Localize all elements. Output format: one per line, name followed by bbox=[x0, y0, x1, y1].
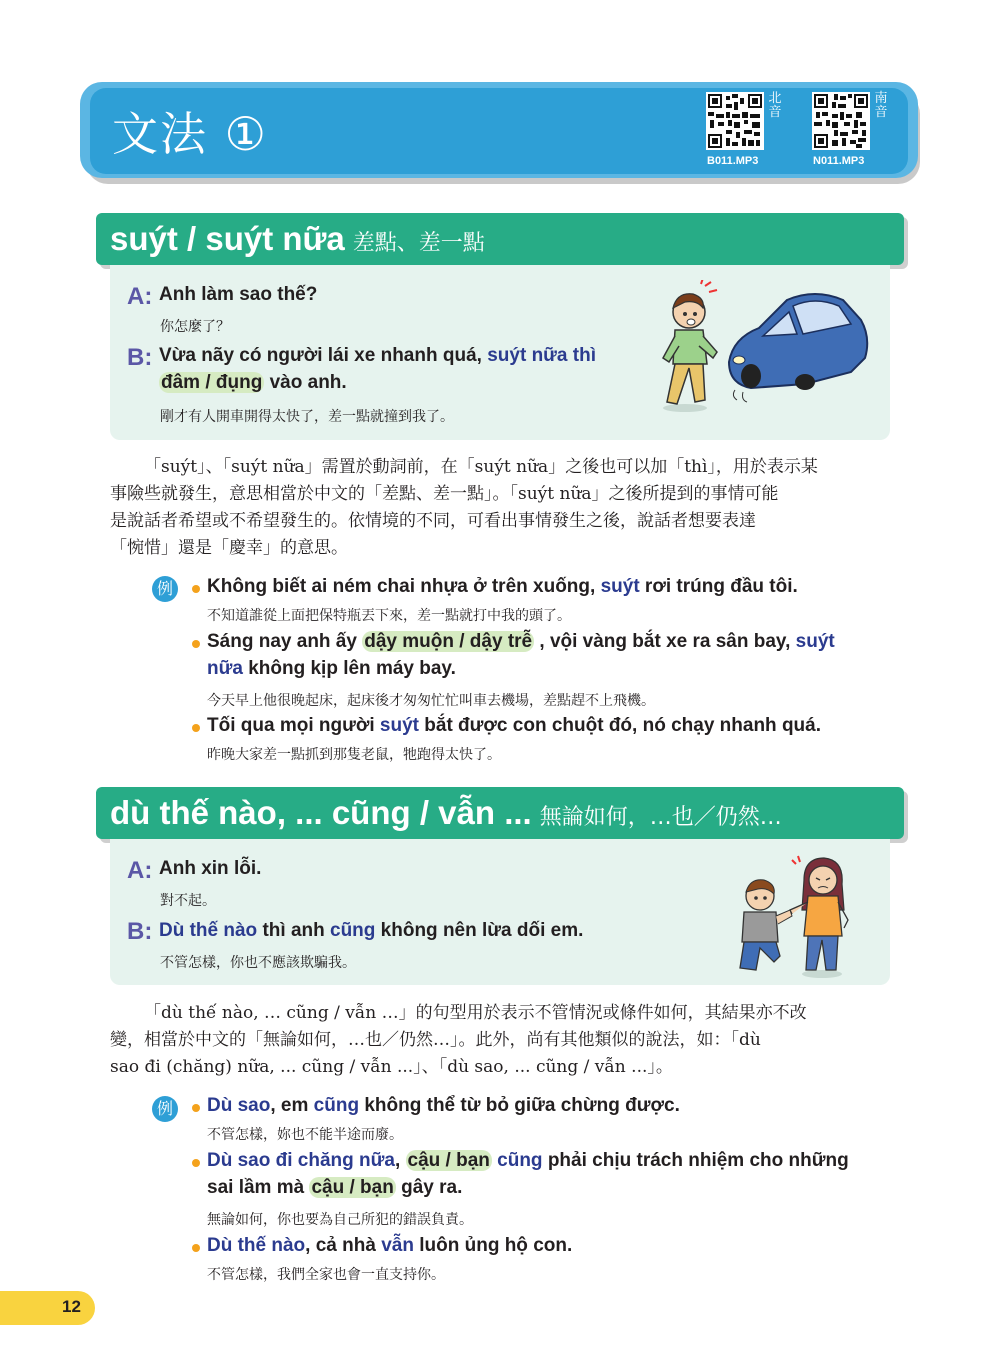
example-zh: 無論如何，你也要為自己所犯的錯誤負責。 bbox=[207, 1212, 473, 1228]
page-title: 文法 ① bbox=[112, 107, 268, 161]
keyword: suýt bbox=[795, 631, 835, 652]
bullet-icon bbox=[192, 724, 200, 732]
qr-code-south[interactable] bbox=[812, 92, 870, 150]
text: luôn ủng hộ con. bbox=[413, 1235, 573, 1256]
paragraph-line: 「惋惜」還是「慶幸」的意思。 bbox=[110, 538, 348, 558]
kneeling-man-icon bbox=[740, 880, 792, 970]
paragraph-line: 「suýt」、「suýt nữa」需置於動詞前，在「suýt nữa」之後也可以加「thì」，用於表示某 bbox=[144, 457, 818, 477]
speaker-b: B: bbox=[127, 918, 153, 945]
example-vi bbox=[207, 1095, 680, 1117]
example-vi bbox=[207, 1150, 849, 1172]
text: rơi trúng đầu tôi. bbox=[639, 576, 798, 597]
bullet-icon bbox=[192, 585, 200, 593]
dialog-a-zh: 你怎麼了？ bbox=[160, 319, 230, 335]
text: , cả nhà bbox=[305, 1235, 382, 1256]
bullet-icon bbox=[192, 640, 200, 648]
qr-file-label-north: B011.MP3 bbox=[707, 155, 759, 167]
qr-file-label-south: N011.MP3 bbox=[813, 155, 865, 167]
example-zh: 不管怎樣，我們全家也會一直支持你。 bbox=[207, 1267, 445, 1283]
speaker-b: B: bbox=[127, 344, 153, 371]
section2-title-zh: 無論如何，…也／仍然… bbox=[539, 805, 782, 830]
keyword: cũng bbox=[313, 1095, 360, 1116]
keyword: Dù sao bbox=[207, 1095, 271, 1116]
keyword: suýt bbox=[379, 715, 419, 736]
keyword: Dù thế nào bbox=[207, 1235, 306, 1256]
section1-title-zh: 差點、差一點 bbox=[352, 231, 485, 256]
keyword: suýt nữa thì bbox=[487, 345, 596, 366]
highlight: đâm / đụng bbox=[161, 372, 263, 393]
example-vi bbox=[207, 1235, 572, 1257]
bullet-icon bbox=[192, 1159, 200, 1167]
blue-car-icon bbox=[729, 294, 867, 402]
bullet-icon bbox=[192, 1104, 200, 1112]
text: Không biết ai ném chai nhựa ở trên xuống, bbox=[207, 576, 601, 597]
text: thì anh bbox=[257, 920, 330, 941]
dialog-a-vi: Anh xin lỗi. bbox=[159, 858, 262, 879]
qr-pattern-icon bbox=[706, 92, 764, 150]
example-vi bbox=[207, 631, 835, 653]
text: Vừa nãy có người lái xe nhanh quá, bbox=[159, 345, 488, 366]
example-vi bbox=[207, 576, 798, 598]
paragraph-line: 變，相當於中文的「無論如何，…也／仍然…」。此外，尚有其他類似的說法，如：「dù bbox=[110, 1030, 761, 1050]
section2-paragraph bbox=[110, 1000, 807, 1081]
section1-title-vi: suýt / suýt nữa bbox=[110, 220, 345, 257]
apologizing-couple-illustration bbox=[720, 850, 870, 978]
angry-woman-icon bbox=[790, 856, 848, 978]
startled-man-icon bbox=[663, 280, 717, 412]
text: vào anh. bbox=[264, 372, 347, 393]
keyword: Dù thế nào bbox=[159, 920, 258, 941]
text: không nên lừa dối em. bbox=[375, 920, 584, 941]
text: Tối qua mọi người bbox=[207, 715, 380, 736]
qr-pattern-icon bbox=[812, 92, 870, 150]
paragraph-line: 是說話者希望或不希望發生的。依情境的不同，可看出事情發生之後，說話者想要表達 bbox=[110, 511, 756, 531]
example-zh: 今天早上他很晚起床，起床後才匆匆忙忙叫車去機場，差點趕不上飛機。 bbox=[207, 693, 655, 709]
example-vi-line2 bbox=[207, 1177, 462, 1199]
qr-side-label-south: 南音 bbox=[874, 91, 888, 120]
highlight: dậy muộn / dậy trễ bbox=[364, 631, 533, 652]
text: gây ra. bbox=[395, 1177, 463, 1198]
text: phải chịu trách nhiệm cho những bbox=[542, 1150, 849, 1171]
speaker-a: A: bbox=[127, 283, 153, 310]
dialog-a-zh: 對不起。 bbox=[160, 893, 216, 909]
example-vi-line2 bbox=[207, 658, 456, 680]
text: , bbox=[394, 1150, 406, 1171]
text: , vội vàng bắt xe ra sân bay, bbox=[534, 631, 796, 652]
example-vi bbox=[207, 715, 821, 737]
text: bắt được con chuột đó, nó chạy nhanh quá. bbox=[419, 715, 821, 736]
text: Sáng nay anh ấy bbox=[207, 631, 363, 652]
section1-title bbox=[110, 220, 485, 258]
example-zh: 昨晚大家差一點抓到那隻老鼠，牠跑得太快了。 bbox=[207, 747, 501, 763]
dialog-a-vi: Anh làm sao thế? bbox=[159, 284, 318, 305]
example-badge: 例 bbox=[152, 576, 178, 602]
keyword: Dù sao đi chăng nữa bbox=[207, 1150, 395, 1171]
text: sai lầm mà bbox=[207, 1177, 310, 1198]
keyword: cũng bbox=[491, 1150, 543, 1171]
highlight: cậu / bạn bbox=[311, 1177, 394, 1198]
car-accident-illustration bbox=[655, 280, 875, 415]
dialog-b-vi-line1 bbox=[159, 345, 596, 367]
text: , em bbox=[270, 1095, 314, 1116]
dialog-b-zh: 剛才有人開車開得太快了，差一點就撞到我了。 bbox=[160, 409, 454, 425]
text: không thể từ bỏ giữa chừng được. bbox=[359, 1095, 680, 1116]
speaker-a: A: bbox=[127, 857, 153, 884]
dialog-b-zh: 不管怎樣，你也不應該欺騙我。 bbox=[160, 955, 356, 971]
section2-title-vi: dù thế nào, ... cũng / vẫn ... bbox=[110, 794, 532, 831]
example-zh: 不管怎樣，妳也不能半途而廢。 bbox=[207, 1127, 403, 1143]
paragraph-line: sao đi (chăng) nữa, ... cũng / vẫn ...」、「dù sao, ... cũng / vẫn ...」。 bbox=[110, 1057, 673, 1077]
text: không kịp lên máy bay. bbox=[242, 658, 456, 679]
paragraph-line: 「dù thế nào, … cũng / vẫn …」的句型用於表示不管情況或條件如何，其結果亦不改 bbox=[144, 1003, 807, 1023]
dialog-b-vi bbox=[159, 920, 583, 942]
highlight: cậu / bạn bbox=[407, 1150, 490, 1171]
section1-paragraph bbox=[110, 454, 818, 562]
qr-side-label-north: 北音 bbox=[768, 91, 782, 120]
example-zh: 不知道誰從上面把保特瓶丟下來，差一點就打中我的頭了。 bbox=[207, 608, 571, 624]
paragraph-line: 事險些就發生，意思相當於中文的「差點、差一點」。「suýt nữa」之後所提到的事情可能 bbox=[110, 484, 779, 504]
qr-code-north[interactable] bbox=[706, 92, 764, 150]
page-number: 12 bbox=[62, 1297, 81, 1316]
dialog-b-vi-line2 bbox=[159, 372, 347, 394]
bullet-icon bbox=[192, 1244, 200, 1252]
keyword: nữa bbox=[207, 658, 243, 679]
keyword: suýt bbox=[600, 576, 640, 597]
keyword: vẫn bbox=[381, 1235, 414, 1256]
keyword: cũng bbox=[330, 920, 376, 941]
example-badge: 例 bbox=[152, 1096, 178, 1122]
section2-title bbox=[110, 794, 782, 832]
